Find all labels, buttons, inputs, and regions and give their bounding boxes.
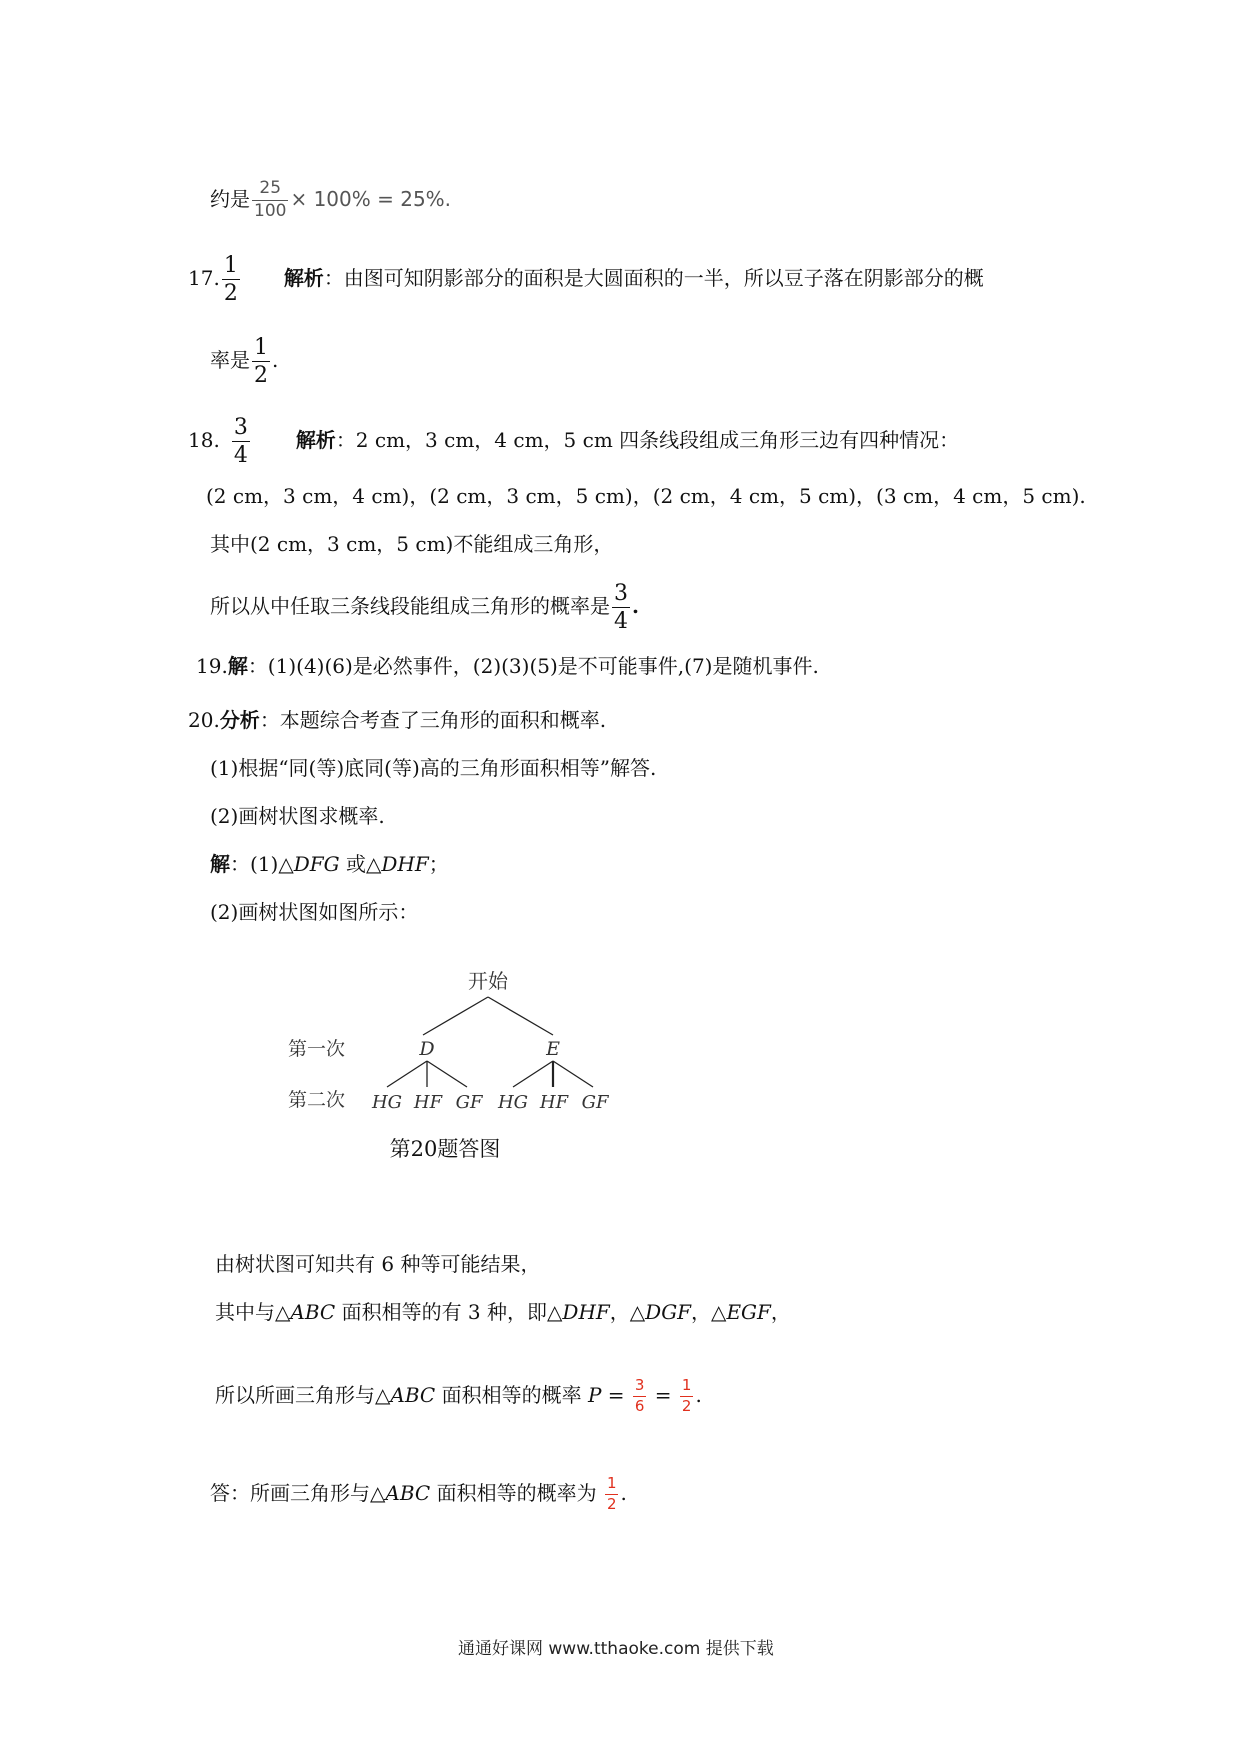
q20-prob-equals: = xyxy=(601,1382,631,1407)
q19-text: ：(1)(4)(6)是必然事件，(2)(3)(5)是不可能事件,(7)是随机事件. xyxy=(247,654,819,678)
q20-analysis-1-text: (1)根据“同(等)底同(等)高的三角形面积相等”解答. xyxy=(210,756,657,780)
q18-conclusion-numerator: 3 xyxy=(612,582,630,608)
q17-label: 解析 xyxy=(283,266,324,291)
q18-exclude: 其中(2 cm，3 cm，5 cm)不能组成三角形， xyxy=(210,532,614,556)
q20-answer-line xyxy=(210,1476,627,1513)
tree-node-e: E xyxy=(546,1038,560,1060)
q18-conclusion-line xyxy=(210,582,639,633)
ratio-prefix: 约是 xyxy=(210,186,250,211)
q19-label: 解 xyxy=(227,654,248,678)
q20-result2-triangle-3: EGF xyxy=(726,1300,771,1324)
q20-solve1-triangle-2: DHF xyxy=(381,852,429,876)
tree-leaf: HF xyxy=(539,1092,569,1113)
footer-text: 通通好课网 www.tthaoke.com 提供下载 xyxy=(458,1639,774,1659)
q20-answer-mid: 面积相等的概率为 xyxy=(430,1480,603,1505)
q20-result-1-text: 由树状图可知共有 6 种等可能结果， xyxy=(215,1252,541,1276)
tree-leaf: HG xyxy=(497,1092,529,1113)
q17-line xyxy=(188,254,984,305)
q18-text: ：2 cm，3 cm，4 cm，5 cm 四条线段组成三角形三边有四种情况： xyxy=(335,428,960,453)
q20-solve1-end: ； xyxy=(428,852,449,876)
q20-solve1-triangle-1: DFG xyxy=(293,852,340,876)
q20-answer-denominator: 2 xyxy=(606,1494,617,1513)
q20-result2-pre: 其中与△ xyxy=(215,1300,291,1324)
q20-prob-p: P xyxy=(587,1382,602,1407)
q20-answer-abc: ABC xyxy=(385,1480,431,1505)
q18-conclusion-fraction xyxy=(612,582,630,633)
q17-answer-numerator: 1 xyxy=(222,254,240,280)
q20-prob-fraction-1 xyxy=(633,1378,647,1415)
tree-row1-label: 第一次 xyxy=(288,1038,346,1060)
tree-node-d: D xyxy=(419,1038,435,1060)
q17-number: 17. xyxy=(188,266,220,291)
q20-number: 20. xyxy=(188,708,220,732)
q18-cases: (2 cm，3 cm，4 cm)，(2 cm，3 cm，5 cm)，(2 cm，4 cm，5 cm)，(3 cm，4 cm，5 cm). xyxy=(206,484,1086,508)
tree-row2-label: 第二次 xyxy=(288,1089,346,1111)
q20-analysis-1 xyxy=(210,758,656,778)
q20-result2-triangle-2: DGF xyxy=(645,1300,692,1324)
q20-analysis-2-text: (2)画树状图求概率. xyxy=(210,804,385,828)
q20-solve1-mid: 或△ xyxy=(339,852,382,876)
q18-answer-denominator: 4 xyxy=(233,443,248,469)
q20-solution-1 xyxy=(210,854,449,874)
q20-answer-pre: 答：所画三角形与△ xyxy=(210,1480,386,1505)
q20-result2-mid: 面积相等的有 3 种，即△ xyxy=(335,1300,563,1324)
q20-result2-abc: ABC xyxy=(290,1300,336,1324)
q20-analysis-2 xyxy=(210,806,385,826)
q18-exclude-line xyxy=(210,534,613,554)
tree-leaf: HG xyxy=(371,1092,403,1113)
q17-cont-end: . xyxy=(272,348,279,373)
tree-edge xyxy=(488,997,553,1035)
ratio-numerator: 25 xyxy=(252,180,288,201)
q20-solution-2 xyxy=(210,902,418,922)
q20-prob-fraction-2 xyxy=(680,1378,694,1415)
q18-conclusion-prefix: 所以从中任取三条线段能组成三角形的概率是 xyxy=(210,594,610,619)
ratio-denominator: 100 xyxy=(254,200,287,221)
q20-solve-label: 解 xyxy=(210,852,230,876)
q20-answer-end: . xyxy=(620,1480,627,1505)
q18-line xyxy=(188,416,959,467)
q20-result2-sep-1: ，△ xyxy=(609,1300,646,1324)
tree-leaf: GF xyxy=(455,1092,483,1113)
q20-probability-line xyxy=(215,1378,702,1415)
q17-cont-fraction xyxy=(252,336,270,387)
ratio-line xyxy=(210,180,451,221)
q20-answer-numerator: 1 xyxy=(605,1476,619,1495)
q19-number: 19. xyxy=(196,654,228,678)
q19-line xyxy=(196,656,819,676)
q20-result-1 xyxy=(215,1254,540,1274)
tree-leaf: GF xyxy=(581,1092,609,1113)
page-footer xyxy=(458,1641,774,1658)
q18-answer-fraction xyxy=(232,416,250,467)
tree-edge xyxy=(513,1061,553,1087)
tree-diagram xyxy=(285,955,625,1165)
q20-prob-pre: 所以所画三角形与△ xyxy=(215,1382,391,1407)
q17-cont-line xyxy=(210,336,278,387)
q20-result-2 xyxy=(215,1302,791,1322)
q20-result2-sep-2: ，△ xyxy=(691,1300,727,1324)
q18-cases-line xyxy=(206,486,1086,506)
q20-prob-numerator-2: 1 xyxy=(680,1378,694,1397)
q18-conclusion-denominator: 4 xyxy=(614,609,628,635)
q20-prob-denominator-2: 2 xyxy=(681,1396,692,1415)
q20-prob-mid: 面积相等的概率 xyxy=(435,1382,588,1407)
ratio-rest: × 100% = 25%. xyxy=(290,186,452,211)
q20-prob-abc: ABC xyxy=(390,1382,436,1407)
ratio-fraction xyxy=(252,180,288,221)
tree-leaf: HF xyxy=(413,1092,443,1113)
q20-prob-equals-2: = xyxy=(648,1382,678,1407)
q20-prob-numerator-1: 3 xyxy=(633,1378,647,1397)
tree-edge xyxy=(427,1061,467,1087)
q20-result2-triangle-1: DHF xyxy=(562,1300,610,1324)
tree-root-label: 开始 xyxy=(468,969,508,993)
q17-cont-prefix: 率是 xyxy=(210,348,250,373)
q20-solve1-pre: ：(1)△ xyxy=(230,852,294,876)
tree-edge xyxy=(387,1061,427,1087)
q18-answer-numerator: 3 xyxy=(232,416,250,442)
tree-caption: 第20题答图 xyxy=(389,1137,501,1161)
q18-label: 解析 xyxy=(295,428,336,453)
q17-answer-denominator: 2 xyxy=(223,281,238,307)
q18-conclusion-end: . xyxy=(632,594,639,619)
q20-solve2-text: (2)画树状图如图所示： xyxy=(210,900,419,924)
q20-prob-end: . xyxy=(695,1382,702,1407)
q17-text: ：由图可知阴影部分的面积是大圆面积的一半，所以豆子落在阴影部分的概 xyxy=(323,266,984,291)
q20-answer-fraction xyxy=(605,1476,619,1513)
q20-text: ：本题综合考查了三角形的面积和概率. xyxy=(259,708,607,732)
tree-edge xyxy=(553,1061,593,1087)
q20-label: 分析 xyxy=(219,708,260,732)
q17-cont-numerator: 1 xyxy=(252,336,270,362)
tree-edge xyxy=(423,997,488,1035)
q17-cont-denominator: 2 xyxy=(254,363,268,389)
q20-result2-end: ， xyxy=(770,1300,791,1324)
q20-line xyxy=(188,710,606,730)
q17-answer-fraction xyxy=(222,254,240,305)
q20-prob-denominator-1: 6 xyxy=(634,1396,645,1415)
q18-number: 18. xyxy=(188,428,220,453)
